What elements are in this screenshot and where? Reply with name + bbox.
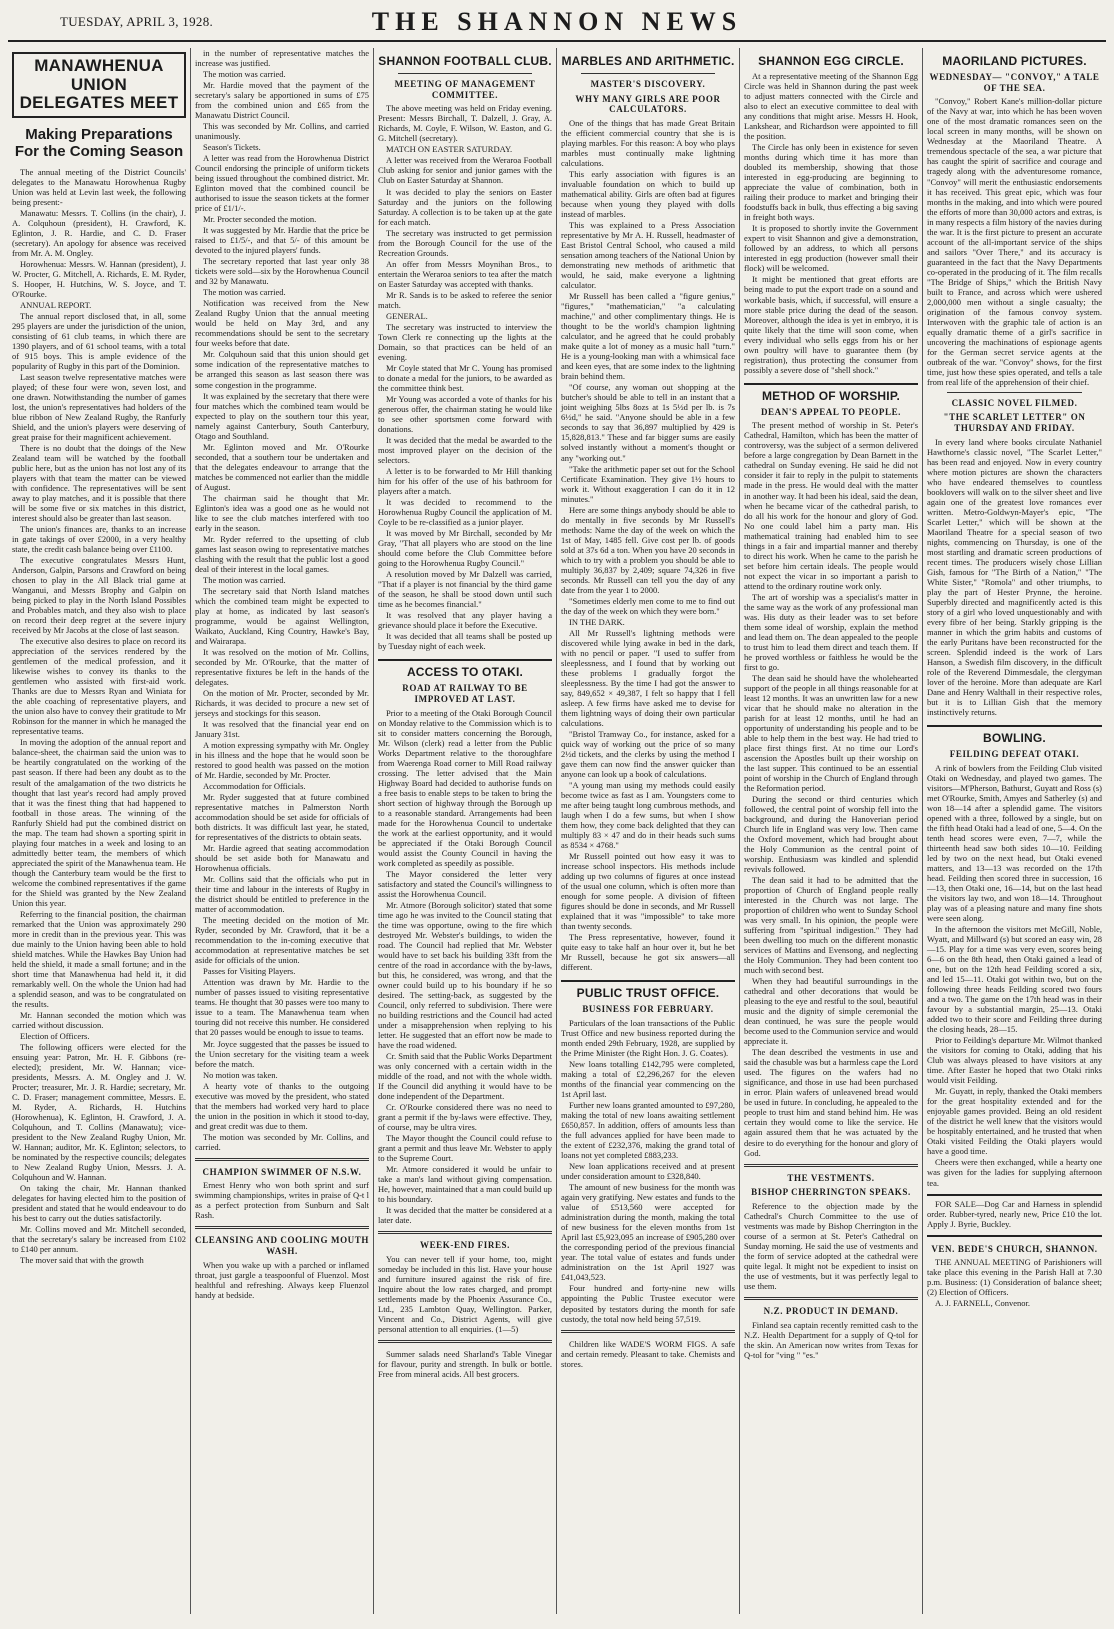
paragraph: When they had beautiful surroundings in the cathedral and other decorations that would be pleasing to the eye and restful to the soul, beautiful music and the dignity of simple ceremonial the dean continued, he was sure the people would become used to the Communion service and would appreciate it. [744,976,918,1047]
paragraph: Cheers were then exchanged, while a hearty one was given for the ladies for supplying afternoon tea. [927,1157,1102,1188]
paragraph: There is no doubt that the doings of the New Zealand team will be watched by the football public here, but as the union has not lost any of its players with that team the matter can be viewed with confidence. The representatives will be sent away to play matches, and it is possible that there will be some five or six matches in this district, interest should also be greater than last season. [12,442,186,524]
paragraph: The motion was carried. [203,69,286,80]
paragraph: Prior to Feilding's departure Mr. Wilmot thanked the visitors for coming to Otaki, adding that his Club was always pleased to have visitors at any time. After Easter he hoped that two Otaki rinks would visit Feilding. [927,1035,1102,1086]
worship-heading: METHOD OF WORSHIP. [744,383,918,403]
church-notice [927,1235,1102,1309]
vinegar-ad-body [378,1349,552,1379]
paragraph: This early association with figures is an invaluable foundation on which to build up mathematical ability. Girls are often bad at figures because when young they played with dolls instead of marbles. [561,169,735,220]
paragraph: Cr. Smith said that the Public Works Department was only concerned with a certain width in the middle of the road, and not with the whole width. If the Council did anything it would have to be done independent of the Department. [378,1051,552,1102]
paragraph: Cr. O'Rourke considered there was no need to grant a permit if the by-laws were effective. They, of course, may be ultra vires. [378,1102,552,1133]
paragraph: No motion was taken. [203,1069,278,1080]
paragraph: Mr Coyle stated that Mr C. Young has promised to donate a medal for the juniors, to be awarded as the committee think best. [378,362,552,393]
newspaper-page [8,6,1106,1617]
divider [195,1226,369,1229]
paragraph: in the number of representative matches the increase was justified. [195,48,369,69]
paragraph: During the second or third centuries which followed, the central point of worship fell into the background, and during the Hanoverian period Church life in England was very low. Then came the Oxford movement, which had brought about the Holy Communion as the central point of worship. Enthusiasm was kindled and splendid revivals followed. [744,793,918,875]
paragraph: The Circle has only been in existence for seven months during which time it has more than doubled its membership, showing that those interested in egg-producing are beginning to appreciate the value of combination, both in railing their produce to market and bringing their foodstuffs back in bulk, thus effecting a big saving in freight both ways. [744,142,918,223]
for-sale-ad [927,1194,1102,1229]
paragraph: Season's Tickets. [203,142,261,153]
paragraph: Notification was received from the New Zealand Rugby Union that the annual meeting would be held on May 3rd, and any recommendations should be sent to the secretary four weeks before that date. [195,298,369,349]
column-4 [557,48,740,1614]
football-subheading: MEETING OF MANAGEMENT COMMITTEE. [394,79,536,100]
paragraph: Accommodation for Officials. [203,781,306,792]
column-2 [191,48,374,1614]
egg-circle-heading: SHANNON EGG CIRCLE. [758,54,904,68]
divider [561,1330,735,1333]
paragraph: It was resolved that the financial year end on January 31st. [195,719,369,740]
paragraph: The annual report disclosed that, in all, some 295 players are under the jurisdiction of the union, consisting of 61 club teams, in which there are 1390 players, and of 61 school teams, with a total of 915 boys. This is ample evidence of the popularity of Rugby in this part of the Dominion. [12,310,186,371]
paragraph: "Convoy," Robert Kane's million-dollar picture of the Navy at war, into which he has been woven one of the most dramatic romances seen on the local screen in many months, will be shown on Wednesday at the Maoriland Theatre. A tremendous spectacle of the sea, a war picture that has caught the spirit of sacrifice and courage and tragedy along with the adventuresome romance, "Convoy" will merit the enthusiastic endorsements it has received. This great epic, which was four months in the making, and into which were poured the efforts of more than 30,000 actors and extras, is in many respects a film history of the navies during the war. It is the first picture to present an accurate account of the all-important service of the ships and sailors "Over There," and its accuracy is guaranteed in the fact that the Navy Departments co-operated in the producing of it. The film recalls "The Bridge of Ships," which the British Navy built to France, and across which were ushered 2,000,000 men without a single casualty; the origination of the famous convoy system. Interwoven with the graphic tale of action is an equally dramatic theme of a girl's sacrifice in uncovering the machinations of espionage agents for the German secret service agents at the outbreak of the war. "Convoy" shows, for the first time, just how these spies operated, and tells a tale from real life of the apprehension of their chief. [927,96,1102,387]
paragraph: The Mayor thought the Council could refuse to grant a permit and thus leave Mr. Webster to apply to the Supreme Court. [378,1133,552,1164]
paragraph: New loan applications received and at present under consideration amount to £328,840. [561,1161,735,1182]
union-article-continued [195,48,369,1152]
paragraph: The executive congratulates Messrs Hunt, Anderson, Galpin, Parsons and Crawford on being chosen to play in the All Black trial game at Wanganui, and Messrs Brophy and Galpin on being picked to play in the North Island Possibles and Probables match, and they also wish to place on record their deep regret at the severe injury received by Mr Jacobs at the close of last season. [12,555,186,636]
paragraph: IN THE DARK. [569,616,625,627]
newspaper-title: THE SHANNON NEWS [371,7,743,36]
paragraph: The above meeting was held on Friday evening. Present: Messrs Birchall, T. Dalzell, J. Gray, A. Richards, M. Coyle, F. Wilson, W. Easton, and G. G. Mitchell (secretary). [378,103,552,144]
paragraph: A letter was received from the Weraroa Football Club asking for senior and junior games with the Club on Easter Saturday at Shannon. [378,155,552,186]
paragraph: An offer from Messrs Moynihan Bros., to entertain the Weraroa seniors to tea after the match on Easter Saturday was accepted with thanks. [378,258,552,289]
paragraph: It was suggested by Mr. Hardie that the price be raised to £1/5/-, and that 5/- of this amount be devoted to the injured players' funds. [195,225,369,256]
paragraph: A resolution moved by Mr Dalzell was carried, "That if a player is not financial by the third game of the season, he shall be stood down until such time as he becomes financial." [378,569,552,610]
nz-product-body [744,1320,918,1360]
paragraph: It was decided that the matter be considered at a later date. [378,1205,552,1226]
column-5 [740,48,923,1614]
paragraph: ANNUAL REPORT. [20,299,92,310]
paragraph: Mr Russell pointed out how easy it was to increase school inspectors. His methods include adding up two columns of figures at once instead of the usual one column, which is often more than enough for some people. A division of fifteen figures should be done in seconds, and Mr Russell explained that it was "impossible" to take more than twenty seconds. [561,851,735,932]
columns [8,48,1106,1614]
paragraph: All Mr Russell's lightning methods were discovered while lying awake in bed in the dark, with no pencil or paper. "I used to suffer from sleeplessness, and I found that by working out these problems I gradually forgot the sleeplessness. By the time I had got the answer to say, 849,652 × 49,387, I felt so happy that I fell asleep. A few firms have asked me to devise for them lightning ways of doing their own particular calculations. [561,627,735,728]
paragraph: Mr. Hardie agreed that seating accommodation should be set aside both for Manawatu and Horowhenua officials. [195,843,369,874]
divider [378,1231,552,1234]
paragraph: Children like WADE'S WORM FIGS. A safe and certain remedy. Pleasant to take. Chemists and stores. [561,1338,735,1369]
paragraph: Manawatu: Messrs. T. Collins (in the chair), J. A. Colquhoun (president), H. Crawford, K. Eglinton, J. R. Hardie, and C. D. Fraser (secretary). An apology for absence was received from Mr. A. M. Ongley. [12,207,186,258]
paragraph: Mr R. Sands is to be asked to referee the senior match. [378,289,552,310]
paragraph: The meeting decided on the motion of Mr. Ryder, seconded by Mr. Crawford, that it be a recommendation to the in-coming executive that accommodation at representative matches be set aside for officials of the union. [195,915,369,966]
paragraph: The Mayor considered the letter very satisfactory and stated the Council's willingness to assist the Horowhenua Council. [378,868,552,899]
vestments-heading: THE VESTMENTS. [787,1172,875,1183]
divider [744,1297,918,1300]
paragraph: Mr. Eglinton moved and Mr. O'Rourke seconded, that a southern tour be undertaken and that the delegates endeavour to arrange that the matches be commenced not earlier than the middle of August. [195,441,369,492]
church-heading: VEN. BEDE'S CHURCH, SHANNON. [931,1243,1098,1254]
paragraph: New loans totalling £142,795 were completed, making a total of £2,296,267 for the eleven months of the financial year commencing on the 1st April last. [561,1059,735,1100]
paragraph: A letter was read from the Horowhenua District Council endorsing the principle of uniform tickets being issued throughout the combined district. Mr. Eglinton moved that the combined council be authorised to issue the season tickets at the former price of £1/1/-. [195,153,369,214]
paragraph: "A young man using my methods could easily become twice as fast as I am. Youngsters come to me after being taught long cumbrous methods, and laugh when I do a few sums, but when I show them how, they come back delighted that they can multiply 83 × 47 and do in their heads such sums as 8534 × 4768." [561,780,735,851]
paragraph: Mr Russell has been called a "figure genius," "figures," "mathematician," "a calculating machine," and other complimentary things. He is thought to be the world's champion lightning calculator, and he agreed that he could probably make quite a lot of money as a music hall "turn." He is a young-looking man with a whimsical face and keen eyes, that are some index to the lightning brain behind them. [561,291,735,382]
paragraph: The secretary was instructed to get permission from the Borough Council for the use of the Recreation Grounds. [378,227,552,258]
paragraph: Mr. Procter seconded the motion. [203,214,317,225]
column-6 [923,48,1106,1614]
vestments-body [744,1201,918,1291]
public-trust-body [561,1018,735,1323]
paragraph: Mr. Hardie moved that the payment of the secretary's salary be apportioned in sums of £75 from the combined union and £65 from the Manawatu District Council. [195,80,369,121]
paragraph: It was decided that all teams shall be posted up by Tuesday night of each week. [378,631,552,652]
paragraph: It was decided that the medal be awarded to the most improved player on the decision of the selectors. [378,434,552,465]
paragraph: Four hundred and forty-nine new wills appointing the Public Trustee executor were deposited by testators during the month for safe custody, the total now held being 57,519. [561,1283,735,1324]
paragraph: Horowhenua: Messrs. W. Hannan (president), J. W. Procter, G. Mitchell, A. Richards, E. M. Ryder, S. Hooper, H. Hutchins, W. S. Joyce, and T. O'Rourke. [12,258,186,299]
paragraph: One of the things that has made Great Britain the efficient commercial country that she is is playing marbles. For this reason: A boy who plays marbles must continually make lightning calculations. [561,117,735,169]
vestments-subheading: BISHOP CHERRINGTON SPEAKS. [751,1187,911,1198]
marbles-body [561,118,735,972]
egg-circle-body [744,71,918,374]
paragraph: The motion was carried. [203,287,286,298]
paragraph: The motion was seconded by Mr. Collins, and carried. [195,1131,369,1152]
paragraph: The secretary was instructed to interview the Town Clerk re connecting up the lights at the Domain, so that practices can be held of an evening. [378,321,552,362]
paragraph: When you wake up with a parched or inflamed throat, just gargle a teaspoonful of Fluenzol. Most healthful and refreshing. Always keep Fluenzol handy at bedside. [195,1259,369,1300]
union-article-body [12,167,186,1266]
paragraph: It was moved by Mr Birchall, seconded by Mr Gray, "That all players who are stood on the line should come before the Club Committee before going to the Horowhenua Rugby Council." [378,528,552,569]
paragraph: Here are some things anybody should be able to do mentally in five seconds by Mr Russell's methods: Name the day of the week on which the 1st of May, 1485 fell. Give cost per lb. of goods sold at 37s 6d a ton. When you have 20 seconds in which to try with a problem you should be able to multiply 36,837 by 2,409; square 74,326 in five seconds. Mr Russell can tell you the day of any date from the year 1 to 2000. [561,504,735,595]
paragraph: "Take the arithmetic paper set out for the School Certificate Examination. They give 1½ hours to work it. Without exaggeration I can do it in 12 minutes." [561,463,735,504]
paragraph: In every land where books circulate Nathaniel Hawthorne's classic novel, "The Scarlet Letter," has been read and enjoyed. Now in every country where motion pictures are shown the characters who have endeared themselves to countless booklovers will walk on to the silver sheet and live again one of the greatest love romances ever written. Metro-Goldwyn-Mayer's epic, "The Scarlet Letter," which will be shown at the Maoriland Theatre for a special season of two nights, commencing on Thursday, is one of the most startling and dramatic screen productions of recent times. The producers wisely chose Lillian Gish, famous for "The Birth of a Nation," "The White Sister," "Romola" and other triumphs, to play the part of Hester Prynne, the heroine. Superbly directed and magnificently acted is this story of a girl who loved unquestionably and with every fibre of her being. Starkly gripping is the manner in which the grim habits and customs of the early Puritans have been reconstructed for the screen. Splendid indeed is the work of Lars Hanson, a Swedish film discovery, in the difficult role of the Reverend Dimmesdale, the clergyman lover of the heroine. More than adequate are Karl Dane and Henry Walthall in their respective roles, but it is to Lillian Gish that the memory instinctively returns. [927,436,1102,718]
masthead [8,6,1106,42]
classic-novel-subheading: "THE SCARLET LETTER" ON THURSDAY AND FRIDAY. [943,412,1086,434]
paragraph: The present method of worship in St. Peter's Cathedral, Hamilton, which has been the matter of controversy, was the subject of a sermon delivered before a large congregation by Dean Barnett in the cathedral on Sunday evening. He said he did not consider it fair to reply in the pulpit to statements made in the press. He would deal with the matter in another way. It had been his ideal, said the dean, when he became vicar of the cathedral parish, to do all his work for the honour and glory of God. No one could label him a party man. His mathematical training had enabled him to see things in a fair and impartial manner and thereby to direct his work. When he came to the parish he set before him certain ideals. The people would not expect the vicar in so important a parish to attend to the ordinary routine work only. [744,420,918,591]
paragraph: Reference to the objection made by the Cathedral's Church Committee to the use of vestments was made by Bishop Cherrington in the course of a sermon at St. Peter's Cathedral on Sunday morning. He said the use of vestments and the form of service adopted at the cathedral were quite legal. It might not be expedient to insist on the use of vestments, but it was perfectly legal to use them. [744,1200,918,1291]
paragraph: Ernest Henry who won both sprint and surf swimming championships, writes in praise of Q-t l as a perfect protection from Sunburn and Salt Rash. [195,1180,369,1221]
paragraph: Mr. Colquhoun said that this union should get some indication of the representative matches to be arranged this season as last season there was some congestion in the programme. [195,349,369,390]
paragraph: Mr. Joyce suggested that the passes be issued to the Union secretary for the visiting team a week before the match. [195,1038,369,1069]
divider [947,392,1082,393]
paragraph: Mr. Hannan seconded the motion which was carried without discussion. [12,1009,186,1030]
issue-date: TUESDAY, APRIL 3, 1928. [60,14,214,29]
mouthwash-ad-body [195,1260,369,1300]
paragraph: Referring to the financial position, the chairman remarked that the Union was approximately 290 more in credit than in the previous year. This was due mainly to the Union having been able to hold shield matches. While the Hawkes Bay Union had held the shield, it made a small fortune; and in the short time that Manawhenua had held it, it did remarkably well. On the whole the Union had had a splendid season, and was to be congratulated on the results. [12,908,186,1009]
paragraph: The secretary said that North Island matches which the combined team might be expected to play at home, as indicated by last season's programme, would be against Wellington, Waikato, Auckland, King Country, Hawke's Bay, and Wairarapa. [195,585,369,646]
public-trust-subheading: BUSINESS FOR FEBRUARY. [582,1004,714,1015]
paragraph: The art of worship was a specialist's matter in the same way as the work of any professional man was. His duty as their leader was to set before them some ideal of worship, explain the method and lead them on. The dean appealed to the people to trust him to lead them direct and teach them. If he proved worthless or faithless he would be the first to go. [744,591,918,672]
paragraph: In the afternoon the visitors met McGill, Noble, Wyatt, and Millward (s) but scored an easy win, 28—15. Play for a time was very even, scores being 6—6 on the 8th head, then Otaki gained a lead of one, but on the 12th head Feilding scored a six, and led 15—11. Otaki got within two, but on the following three heads Feilding scored two fours and a two. The game on the 17th head was in their favour by a substantial margin, 25—13. Otaki added two to their score and Feilding three during the closing heads, 28—15. [927,924,1102,1035]
paragraph: Finland sea captain recently remitted cash to the N.Z. Health Department for a supply of Q-tol for the skin. An American now writes from Texas for Q-tol for "ving " "es." [744,1319,918,1360]
divider [398,73,532,74]
paragraph: The mover said that with the growth [20,1255,144,1266]
paragraph: The chairman said he thought that Mr. Eglinton's idea was a good one as he would not like to see the club matches interfered with too early in the season. [195,492,369,533]
divider [378,1340,552,1343]
paragraph: Further new loans granted amounted to £97,280, making the total of new loans awaiting settlement £650,857. In addition, offers of amounts less than the full advances applied for have been made to the extent of £232,376, making the grand total of loans not yet completed £883,233. [561,1100,735,1161]
paragraph: The Press representative, however, found it quite easy to take half an hour over it, but he bet Mr Russell, because he got six answers—all different. [561,932,735,973]
scarlet-letter-body [927,437,1102,717]
paragraph: "Sometimes elderly men come to me to find out the day of the week on which they were born." [561,595,735,616]
divider [581,73,715,74]
paragraph: It was decided to recommend to the Horowhenua Rugby Council the application of M. Coyle to be re-classified as a junior player. [378,496,552,527]
paragraph: THE ANNUAL MEETING of Parishioners will take place this evening in the Parish Hall at 7.30 p.m. Business: (1) Consideration of balance sheet; (2) Election of Officers. [927,1257,1102,1298]
paragraph: This was explained to a Press Association representative by Mr A. H. Russell, headmaster of East Bristol Central School, who caused a mild sensation among teachers of the National Union by demonstrating new methods of arithmetic that would, he said, make everyone a lightning calculator. [561,220,735,291]
for-sale-body [927,1199,1102,1229]
paragraph: Mr. Ryder referred to the upsetting of club games last season owing to representative matches clashing with the result that the public lost a good deal of their interest in the local games. [195,533,369,574]
maoriland-subheading: WEDNESDAY— "CONVOY," A TALE OF THE SEA. [929,72,1100,93]
paragraph: Particulars of the loan transactions of the Public Trust Office and new business reported during the month ended 29th February, 1928, are supplied by the Prime Minister (the Right Hon. J. G. Coates). [561,1018,735,1059]
paragraph: In moving the adoption of the annual report and balance-sheet, the chairman said the union was to be heartily congratulated on the working of the past season. If there had been any doubt as to the result of the amalgamation of the two districts he thought that last year's record had amply proved that it was the finest thing that had happened to football in those areas. The winning of the Ranfurly Shield had put the combined district on the map. The team had shown a sporting spirit in playing four matches in a week and losing to an admittedly better team, the members of which appreciated the spirit of the Manawhenua team. He though the Canterbury team would be the first to welcome the combined representatives if the game for the Shield was granted by the New Zealand Union this year. [12,737,186,908]
marbles-subheading: MASTER'S DISCOVERY. [590,79,706,90]
marbles-heading: MARBLES AND ARITHMETIC. [561,54,735,68]
paragraph: It is proposed to shortly invite the Government expert to visit Shannon and give a demonstration, followed by an address, to which all persons interested in egg production (however small their flock) will be welcomed. [744,223,918,274]
paragraph: Passes for Visiting Players. [203,966,296,977]
classic-novel-heading: CLASSIC NOVEL FILMED. [951,397,1078,408]
convoy-body [927,96,1102,386]
paragraph: The executive also desires to place on record its appreciation of the services rendered by the gentlemen of the medical profession, and it likewise wishes to convey its thanks to the gentlemen who assisted with first-aid work. Thanks are due to Messrs Ryan and Winiata for the able coaching of representative players, and the union also have to convey their gratitude to Mr Robinson for the manner in which he managed the representative teams. [12,636,186,737]
paragraph: It was decided to play the seniors on Easter Saturday and the juniors on the following Saturday. A collection is to be taken up at the gate for each match. [378,186,552,227]
paragraph: Mr. Atmore considered it would be unfair to take a man's land without giving compensation. He, however, maintained that a man could build up to his boundary. [378,1164,552,1205]
paragraph: The union's finances are, thanks to an increase in gate takings of over £2000, in a very healthy state, the credit cash balance being over £1100. [12,524,186,555]
swimmer-ad-heading: CHAMPION SWIMMER OF N.S.W. [202,1166,362,1177]
worship-body [744,420,918,1157]
paragraph: MATCH ON EASTER SATURDAY. [386,144,513,155]
paragraph: You can never tell if your home, too, might someday be included in this list. Have your house and furniture insured against the risk of fire. Inquire about the low rates charged, and prompt settlements made by the Phoenix Assurance Co., Ltd., 235 Lambton Quay, Wellington. Parker, Vincent and Co., District Agents, will give personal attention to all enquiries. (1—5) [378,1253,552,1335]
paragraph: "Bristol Tramway Co., for instance, asked for a quick way of working out the price of so many 2½d tickets, and the clerks by using the method I gave them can now find the answer quicker than anyone can look up a book of calculations. [561,728,735,779]
bowling-heading: BOWLING. [927,725,1102,745]
paragraph: A letter is to be forwarded to Mr Hill thanking him for his offer of the use of his bathroom for players after a match. [378,465,552,496]
paragraph: GENERAL. [386,310,428,321]
paragraph: A. J. FARNELL, Convenor. [935,1298,1030,1309]
paragraph: This was seconded by Mr. Collins, and carried unanimously. [195,121,369,142]
maoriland-heading: MAORILAND PICTURES. [942,54,1087,68]
paragraph: The motion was carried. [203,574,286,585]
paragraph: Mr. Guyatt, in reply, thanked the Otaki members for the great hospitality extended and for the enjoyable games provided. Being an old resident of the district he well knew that the visitors would be hospitably entertained, and he trusted that when Otaki visited Feilding the Otaki players would have a good time. [927,1086,1102,1157]
nz-product-heading: N.Z. PRODUCT IN DEMAND. [763,1305,899,1316]
football-heading: SHANNON FOOTBALL CLUB. [378,54,552,68]
column-3 [374,48,557,1614]
otaki-heading: ACCESS TO OTAKI. [378,659,552,679]
marbles-subheading-2: WHY MANY GIRLS ARE POOR CALCULATORS. [575,93,721,115]
divider [744,1164,918,1167]
fires-heading: WEEK-END FIRES. [419,1240,510,1251]
paragraph: FOR SALE—Dog Car and Harness in splendid order. Rubber-tyred, nearly new, Price £10 the lot. Apply J. Byrie, Buckley. [927,1198,1102,1229]
public-trust-heading: PUBLIC TRUST OFFICE. [561,980,735,1000]
paragraph: The annual meeting of the District Councils' delegates to the Manawatu Horowhenua Rugby Union was held at Levin last week, the following being present:- [12,166,186,207]
otaki-subheading: ROAD AT RAILWAY TO BE IMPROVED AT LAST. [402,683,528,704]
paragraph: The dean said he should have the wholehearted support of the people in all things reasonable for at least 12 months. It was an unwritten law for a new vicar that he should make no alteration in the parish for at least 12 months, until he had an opportunity of understanding his people and to be able to help them in the best way. He had tried to place first things first. At no time our Lord's ascension the Apostles built up their worship on the last supper. This continued to be an essential point of worship in the Church of England through the Reformation period. [744,672,918,793]
paragraph: It was resolved on the motion of Mr. Collins, seconded by Mr. O'Rourke, that the matter of representative fixtures be left in the hands of the delegates. [195,646,369,687]
worship-subheading: DEAN'S APPEAL TO PEOPLE. [760,406,902,417]
paragraph: Prior to a meeting of the Otaki Borough Council on Monday relative to the Commission which is to sit to consider matters concerning the Borough, Mr. Wilson (clerk) read a letter from the Public Works Department relative to the thoroughfare from Waerenga Road corner to Mill Road railway crossing. The letter advised that the Main Highway Board had decided to authorise funds on a free basis to enable steps to be taken to bring the short section of highway through the Borough up to a reasonable standard. Arrangements had been made for the Horowhenua Council to undertake the work at the earliest opportunity, and it would be appreciated if the Otaki Borough Council would assist the County Council in having the work completed as speedily as possible. [378,707,552,868]
fires-body [378,1254,552,1334]
worm-figs-ad-body [561,1339,735,1369]
paragraph: Mr. Collins moved and Mr. Mitchell seconded, that the secretary's salary be increased from £102 to £140 per annum. [12,1224,186,1255]
paragraph: On the motion of Mr. Procter, seconded by Mr. Richards, it was decided to procure a new set of jerseys and stockings for this season. [195,687,369,718]
paragraph: A rink of bowlers from the Feilding Club visited Otaki on Wednesday, and played two games. The visitors—M'Pherson, Bathurst, Guyatt and Ross (s) met O'Rourke, Smith, Amyes and Satherley (s) and won 18—14 after a splendid game. The visitors opened with a three, followed by a single, but on the fifth head Otaki had a lead of one, 5—4. On the tenth head scores were even, 7—7, while the thirteenth head saw both sides 10—10. Feilding led by two on the next head, but Otaki evened matters, and 13—13 was recorded on the 17th head. Feilding then scored three in succession, 16—13, then Otaki one, 16—14, but on the last head the visitors lay two, and won 18—14. Throughout play was of a pleasing nature and many fine shots were seen along. [927,762,1102,924]
otaki-body [378,708,552,1226]
paragraph: The secretary reported that last year only 38 tickets were sold—six by the Horowhenua Council and 32 by Manawatu. [195,256,369,287]
paragraph: Mr. Atmore (Borough solicitor) stated that some time ago he was invited to the Council stating that the time was opportune, owing to the fire which destroyed Mr. Webster's buildings, to widen the road. The Council had replied that Mr. Webster would have to set back his building 33ft from the centre of the road in accordance with the by-laws, but this, he considered, was wrong, and that the owner could build up to his boundary if he so desired. The setting-back, as suggested by the Council, only referred to subdivision. There were no building restrictions and the Council had acted under a misapprehension when replying to his letter. He suggested that an effort now be made to have the road widened. [378,899,552,1051]
paragraph: The following officers were elected for the ensuing year: Patron, Mr. H. F. Gibbons (re-elected); president, Mr. W. Hannan; vice-presidents, Messrs. A. M. Ongley and J. W. Procter; treasurer, Mr. J. R. Hardie; secretary, Mr. C. D. Fraser; management committee, Messrs. E. M. Ryder, A. Richards, H. Hutchins (Horowhenua), K. Eglinton, H. Crawford, J. A. Colquhoun, and T. Collins (Manawatu); vice-president to the New Zealand Rugby Union, Mr. W. Hannan; auditor, Mr. K. Eglinton; selectors, to be nominated by the respective councils; delegates to New Zealand Rugby Union, Messrs. J. A. Colquhoun and W. Hannan. [12,1041,186,1183]
paragraph: Mr. Ryder suggested that at future combined representative matches in Palmerston North accommodation should be set aside for officials of both districts. It was difficult last year, he stated, for representatives of the districts to obtain seats. [195,792,369,843]
paragraph: It was explained by the secretary that there were four matches which the combined team would be expected to play on the southern tour this year, namely against Canterbury, South Canterbury, Otago and Southland. [195,390,369,441]
paragraph: A motion expressing sympathy with Mr. Ongley in his illness and the hope that he would soon be restored to good health was passed on the motion of Mr. Hardie, seconded by Mr. Procter. [195,740,369,781]
paragraph: Summer salads need Sharland's Table Vinegar for flavour, purity and strength. In bulk or bottle. Free from mineral acids. All best grocers. [378,1349,552,1380]
paragraph: At a representative meeting of the Shannon Egg Circle was held in Shannon during the past week to adjust matters connected with the Circle and also to elect an executive committee to deal with any conditions that might arise. Messrs H. Hook, Lankshear, and Richardson were appointed to fill the position. [744,71,918,142]
paragraph: Mr Young was accorded a vote of thanks for his generous offer, the chairman stating he would like to see other sportsmen come forward with donations. [378,393,552,434]
church-body [927,1257,1102,1308]
union-article-subheading: Making Preparations For the Coming Season [14,126,184,161]
paragraph: The dean said it had to be admitted that the proportion of Church of England people really interested in the Church was not large. The proportion of children who went to Sunday School was very small. In his opinion, the people were suffering from "spiritual indigestion." They had been dwelling too much on the different monastic services of Mattins and Evensong, and neglecting the Holy Communion. They had been content too much with second best. [744,875,918,976]
football-body [378,103,552,651]
swimmer-ad-body [195,1180,369,1220]
divider [195,1158,369,1161]
paragraph: Election of Officers. [20,1030,90,1041]
paragraph: Mr. Collins said that the officials who put in their time and labour in the interests of Rugby in the district should be entitled to preference in the matter of accommodation. [195,874,369,915]
paragraph: The dean described the vestments in use and said the chasuble was but a harmless cape the Lord used. The figures on the wafers had no significance, and those in use had been purchased in error. Plain wafers of unleavened bread would be used in future. In concluding, he appealed to the people to trust him and stand behind him. He was certain they would come to like the service. He again assured them that he was actuated by the desire to do everything for the honour and glory of God. [744,1047,918,1158]
bowling-body [927,763,1102,1188]
paragraph: Last season twelve representative matches were played; of these four were won, seven lost, and one drawn. Notwithstanding the number of games lost, the union's representatives had holders of the blue ribbon of New Zealand Rugby, the Ranfurly Shield, and the union's players were deserving of great praise for their magnificent achievement. [12,371,186,442]
paragraph: On taking the chair, Mr. Hannan thanked delegates for having elected him to the position of president and stated that he would endeavour to do his best to carry out the duties satisfactorily. [12,1183,186,1224]
mouthwash-ad-heading: CLEANSING AND COOLING MOUTH WASH. [195,1235,369,1256]
paragraph: It was resolved that any player having a grievance should place it before the Executive. [378,610,552,631]
paragraph: Attention was drawn by Mr. Hardie to the number of passes issued to visiting representative teams. He thought that 30 passes were too many to issue to a team. The Manawhenua team when touring did not receive this number. He considered that 20 passes would be enough to issue to teams. [195,977,369,1038]
union-article-heading: MANAWHENUA UNION DELEGATES MEET [12,52,186,118]
paragraph: The amount of new business for the month was again very gratifying. New estates and funds to the value of £513,560 were accepted for administration during the month, making the total of new business for the eleven months from 1st April last £5,923,095 an increase of £905,280 over the corresponding period of the previous financial year. The total value of estates and funds under administration on the 1st April 1927 was £41,043,523. [561,1182,735,1283]
paragraph: A hearty vote of thanks to the outgoing executive was moved by the president, who stated that the members had worked very hard to place the union in the position in which it stood to-day, and great credit was due to them. [195,1080,369,1131]
paragraph: It might be mentioned that great efforts are being made to put the export trade on a sound and workable basis, which, if successful, will ensure a more stable price during the dead of the season. Moreover, although the idea is yet in embryo, it is quite likely that the time will soon come, when every individual who sells eggs from his or her own poultry will have to guarantee them (by registration), thus protecting the consumer from possibly a severe dose of "shell shock." [744,274,918,375]
bowling-subheading: FEILDING DEFEAT OTAKI. [949,749,1080,760]
column-1 [8,48,191,1614]
paragraph: "Of course, any woman out shopping at the butcher's should be able to tell in an instant that a joint weighing 5lbs 8ozs at 1s 5½d per lb. is 7s 6½d," he said. "Anyone should be able in a few seconds to say that 36,897 multiplied by 429 is 15,828,813." These and far bigger sums are easily solved instantly without a moment's thought or any "working out." [561,382,735,463]
